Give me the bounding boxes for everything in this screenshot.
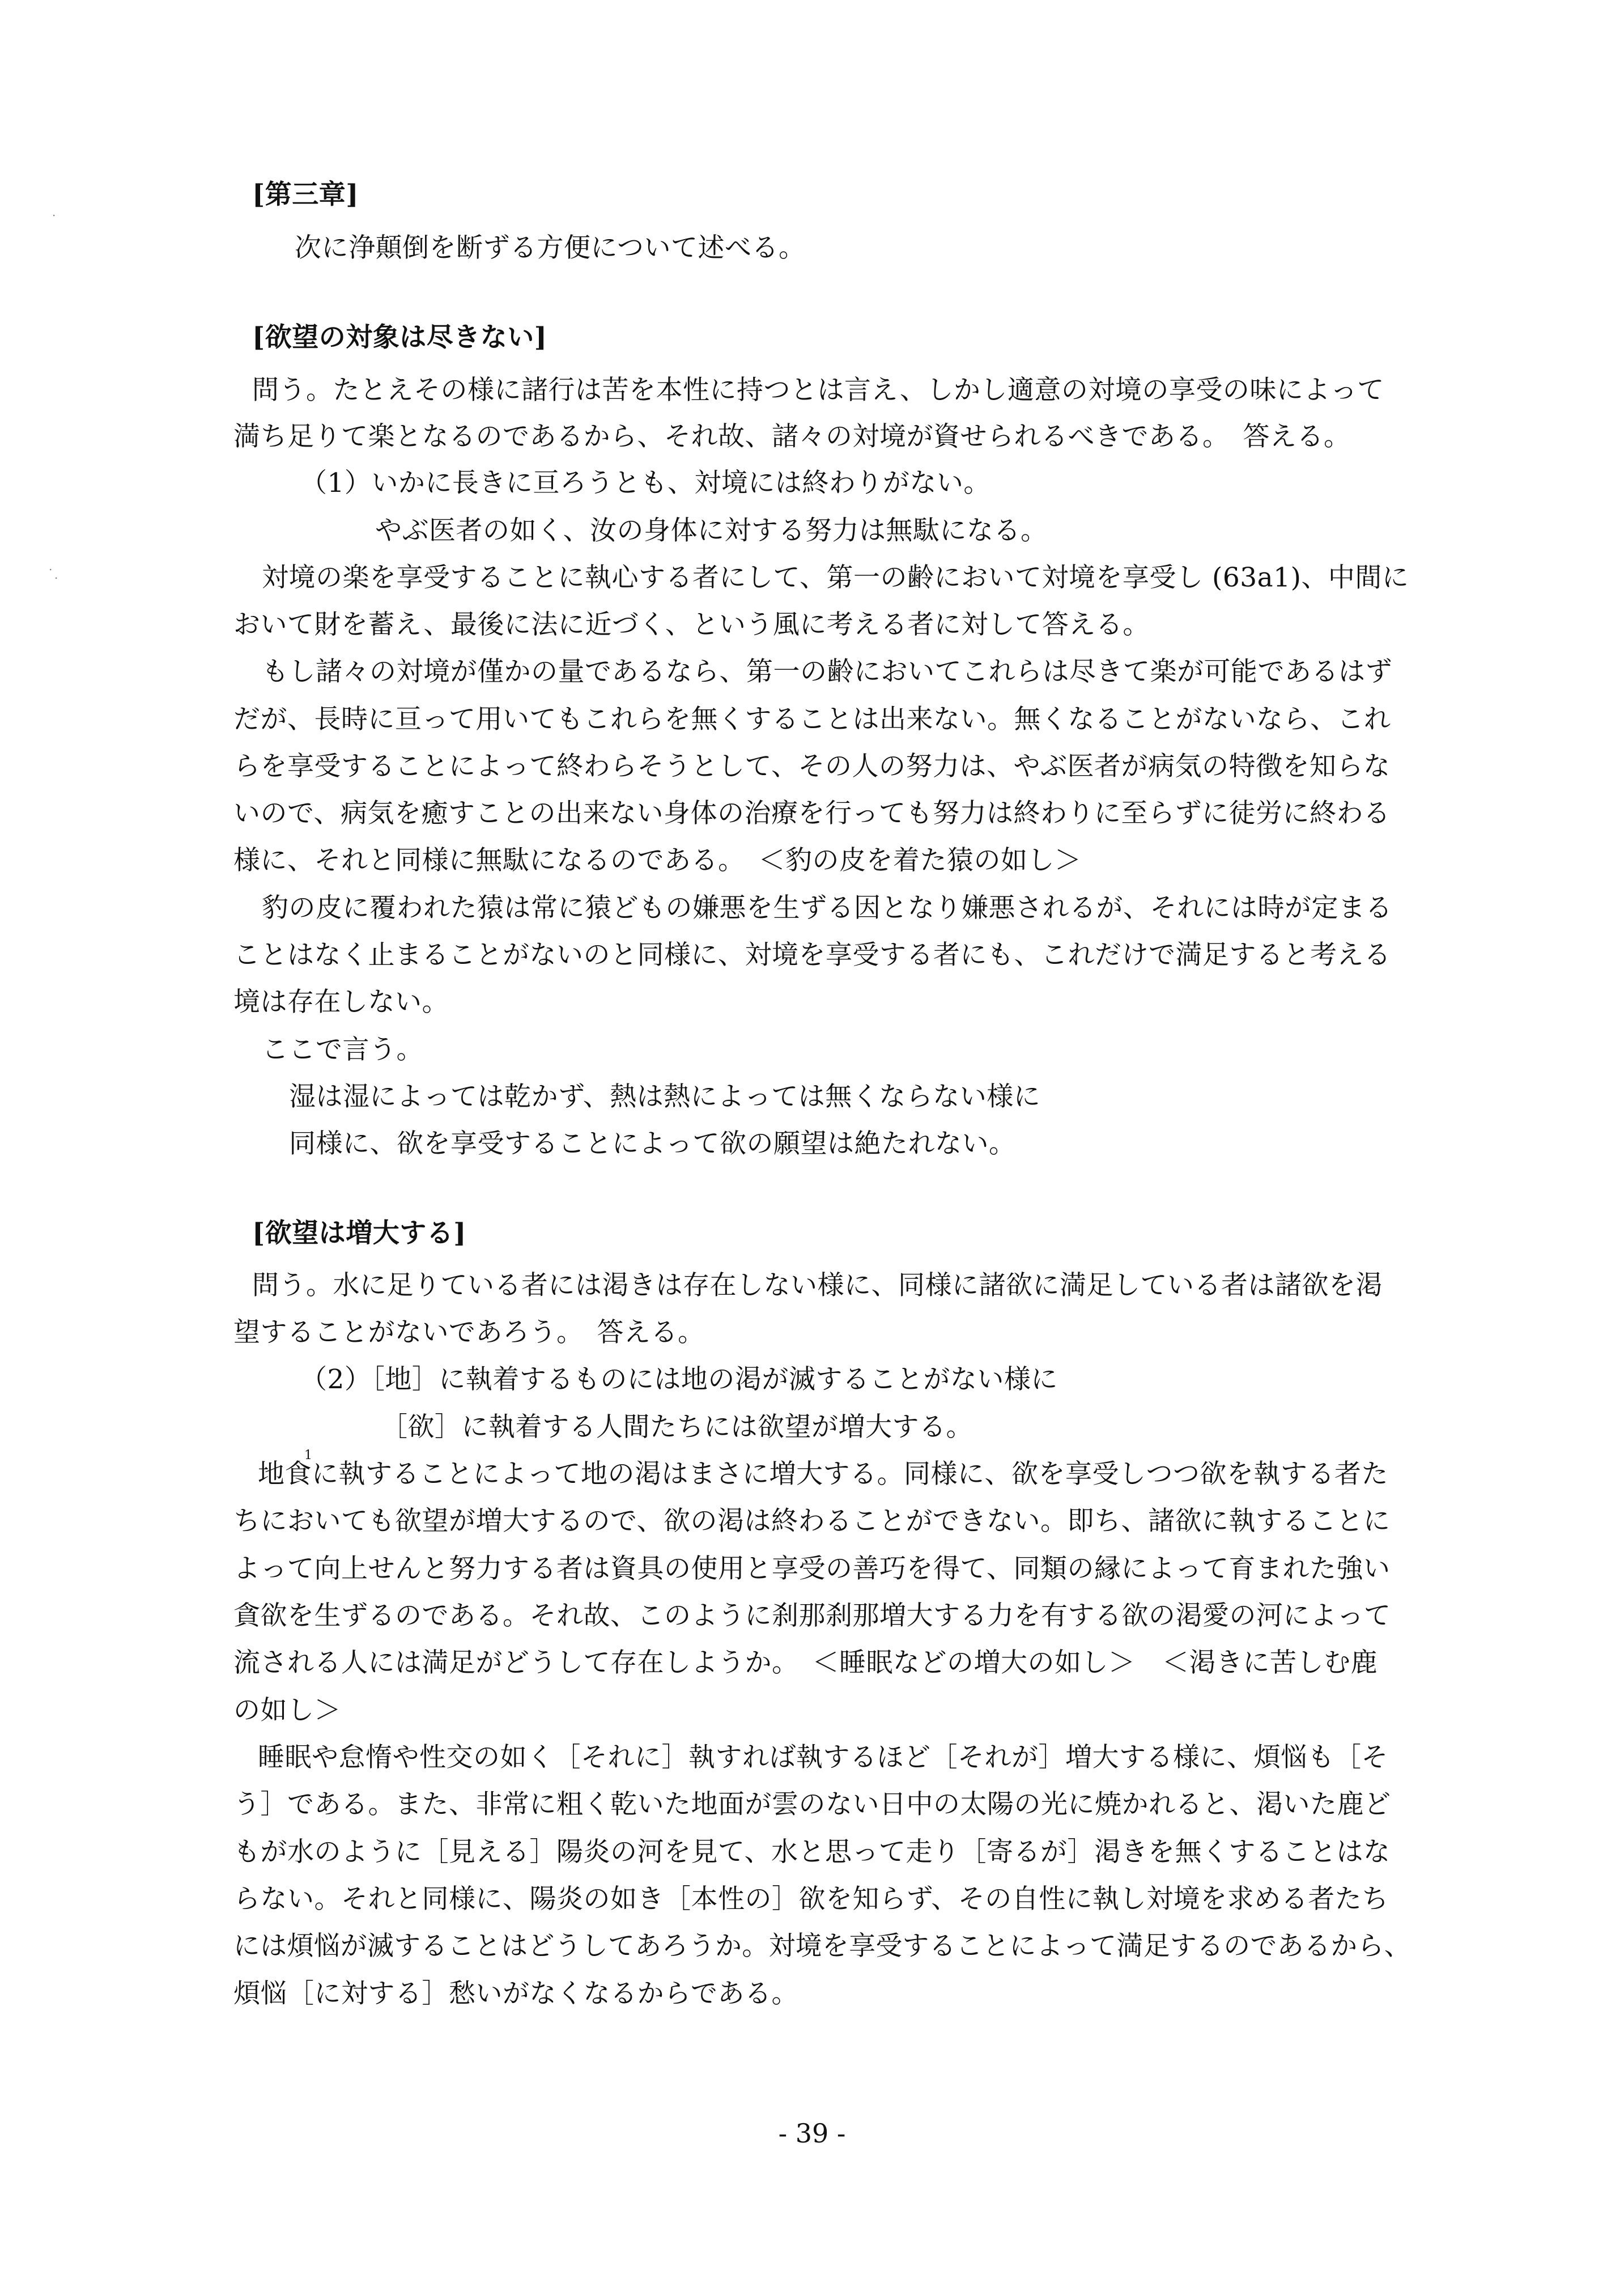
- text-line: 問う。水に足りている者には渇きは存在しない様に、同様に諸欲に満足している者は諸欲を渇: [252, 1270, 1383, 1301]
- verse-line: （2）［地］に執着するものには地の渇が滅することがない様に: [300, 1364, 1058, 1395]
- verse-line: 湿は湿によっては乾かず、熱は熱によっては無くならない様に: [289, 1081, 1041, 1112]
- verse-line: 同様に、欲を享受することによって欲の願望は絶たれない。: [289, 1128, 1016, 1159]
- text-line: ちにおいても欲望が増大するので、欲の渇は終わることができない。即ち、諸欲に執することに: [233, 1506, 1391, 1537]
- verse-line: ［欲］に執着する人間たちには欲望が増大する。: [381, 1411, 973, 1443]
- text-line: らない。それと同様に、陽炎の如き［本性の］欲を知らず、その自性に執し対境を求める者たち: [233, 1883, 1389, 1915]
- text-line: 対境の楽を享受することに執心する者にして、第一の齢において対境を享受し (63a1)、中間に: [262, 562, 1409, 593]
- text-line: もが水のように［見える］陽炎の河を見て、水と思って走り［寄るが］渇きを無くすることはな: [233, 1836, 1391, 1868]
- scan-speck: ·: [54, 571, 58, 585]
- verse-line: やぶ医者の如く、汝の身体に対する努力は無駄になる。: [375, 515, 1048, 546]
- chapter-heading: [第三章]: [252, 179, 359, 210]
- text-line: 境は存在しない。: [233, 987, 449, 1018]
- text-line: だが、長時に亘って用いてもこれらを無くすることは出来ない。無くなることがないなら、これ: [233, 704, 1391, 735]
- text-line: らを享受することによって終わらそうとして、その人の努力は、やぶ医者が病気の特徴を知らな: [233, 751, 1391, 782]
- text-line: 望することがないであろう。 答える。: [233, 1317, 705, 1348]
- text-line: ことはなく止まることがないのと同様に、対境を享受する者にも、これだけで満足すると考える: [233, 939, 1391, 971]
- verse-line: （1）いかに長きに亘ろうとも、対境には終わりがない。: [300, 467, 990, 499]
- section-heading: [欲望の対象は尽きない]: [252, 322, 547, 353]
- text-line: 問う。たとえその様に諸行は苦を本性に持つとは言え、しかし適意の対境の享受の味によって: [252, 375, 1384, 406]
- text-line: 地食に執することによって地の渇はまさに増大する。同様に、欲を享受しつつ欲を執する者た: [258, 1459, 1388, 1490]
- text-line: おいて財を蓄え、最後に法に近づく、という風に考える者に対して答える。: [233, 609, 1150, 640]
- text-line: の如し＞: [233, 1695, 341, 1726]
- text-line: 豹の皮に覆われた猿は常に猿どもの嫌悪を生ずる因となり嫌悪されるが、それには時が定まる: [262, 892, 1392, 924]
- scan-speck: ·: [49, 563, 53, 576]
- text-line: には煩悩が滅することはどうしてあろうか。対境を享受することによって満足するのであるから、: [233, 1931, 1411, 1962]
- text-line: 貪欲を生ずるのである。それ故、このように刹那刹那増大する力を有する欲の渇愛の河によって: [233, 1600, 1391, 1631]
- text-line: 流される人には満足がどうして存在しようか。 ＜睡眠などの増大の如し＞ ＜渇きに苦しむ鹿: [233, 1647, 1378, 1678]
- footnote-marker: 1: [304, 1448, 312, 1462]
- text-line: ここで言う。: [262, 1034, 423, 1065]
- text-line: 様に、それと同様に無駄になるのである。 ＜豹の皮を着た猿の如し＞: [233, 845, 1082, 876]
- text-line: う］である。また、非常に粗く乾いた地面が雲のない日中の太陽の光に焼かれると、渇いた鹿ど: [233, 1789, 1391, 1820]
- text-line: 満ち足りて楽となるのであるから、それ故、諸々の対境が資せられるべきである。 答える。: [233, 421, 1351, 452]
- scan-speck: ·: [52, 209, 56, 222]
- text-line: いので、病気を癒すことの出来ない身体の治療を行っても努力は終わりに至らずに徒労に終わる: [233, 798, 1391, 829]
- page-number: - 39 -: [778, 2118, 846, 2149]
- text-line: もし諸々の対境が僅かの量であるなら、第一の齢においてこれらは尽きて楽が可能であるはず: [262, 656, 1392, 687]
- text-line: よって向上せんと努力する者は資具の使用と享受の善巧を得て、同類の縁によって育まれた強い: [233, 1553, 1391, 1584]
- text-line: 次に浄顛倒を断ずる方便について述べる。: [295, 232, 806, 263]
- text-line: 睡眠や怠惰や性交の如く［それに］執すれば執するほど［それが］増大する様に、煩悩も［そ: [258, 1742, 1388, 1773]
- text-line: 煩悩［に対する］愁いがなくなるからである。: [233, 1978, 799, 2009]
- section-heading: [欲望は増大する]: [252, 1218, 466, 1249]
